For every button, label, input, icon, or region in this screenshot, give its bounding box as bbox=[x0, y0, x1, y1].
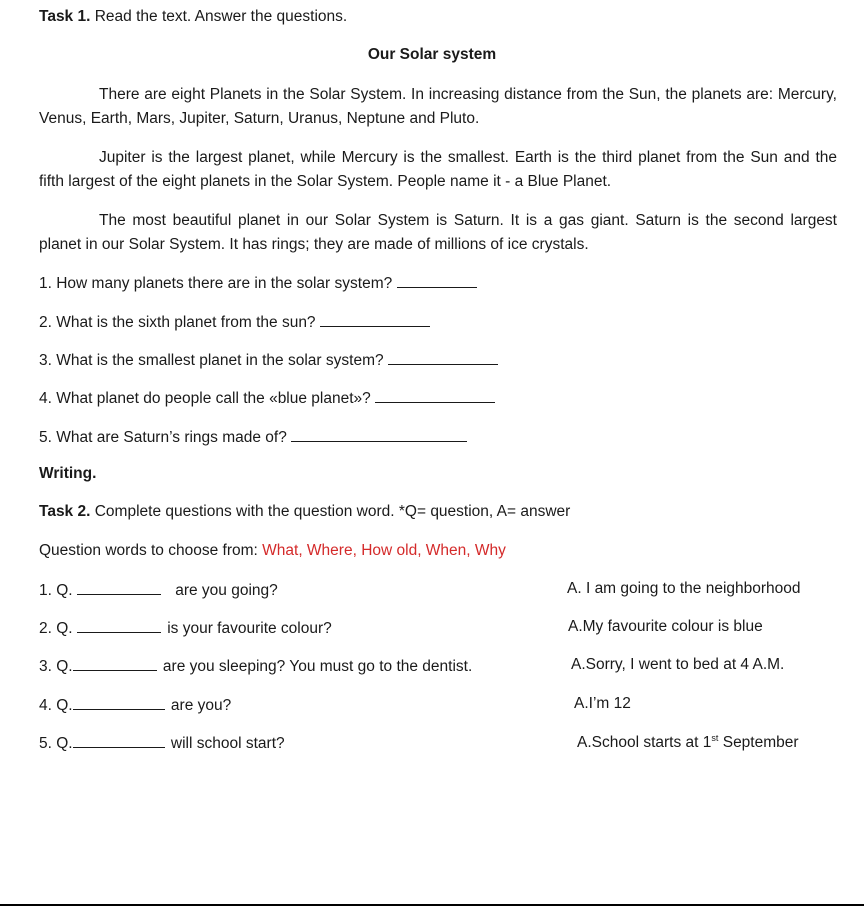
task2-q5-text: will school start? bbox=[166, 735, 285, 752]
question-5 bbox=[39, 427, 467, 447]
answer-blank-4[interactable] bbox=[375, 388, 495, 403]
task2-blank-5[interactable] bbox=[73, 733, 165, 748]
question-3 bbox=[39, 350, 498, 370]
task2-q4-text: are you? bbox=[166, 697, 232, 714]
task2-question-4 bbox=[39, 695, 231, 715]
paragraph-1: There are eight Planets in the Solar System. In increasing distance from the Sun, the planets are: Mercury, Venus, Earth, Mars, Jupiter, Saturn, Uranus, Neptune and Pluto. bbox=[39, 86, 837, 127]
task2-q3-text: are you sleeping? You must go to the dentist. bbox=[158, 658, 473, 675]
task2-question-3 bbox=[39, 656, 472, 676]
task1-instruction: Read the text. Answer the questions. bbox=[90, 8, 348, 25]
task2-q5-number: 5. Q. bbox=[39, 735, 73, 752]
task2-a5-prefix: A.School starts at 1 bbox=[577, 734, 712, 752]
task2-a5-sup: st bbox=[711, 733, 719, 743]
question-4 bbox=[39, 388, 495, 408]
task1-label: Task 1. bbox=[39, 8, 91, 25]
task2-blank-4[interactable] bbox=[73, 695, 165, 710]
task2-answer-2: A.My favourite colour is blue bbox=[568, 618, 763, 635]
task2-q3-number: 3. Q. bbox=[39, 658, 73, 675]
answer-blank-2[interactable] bbox=[320, 312, 430, 327]
task2-answer-4: A.I’m 12 bbox=[574, 695, 631, 712]
question-4-text: 4. What planet do people call the «blue planet»? bbox=[39, 390, 376, 407]
paragraph-3: The most beautiful planet in our Solar System is Saturn. It is a gas giant. Saturn is the second largest planet in our Solar System. It has rings; they are made of millions of ice crystals. bbox=[39, 212, 837, 253]
text-title: Our Solar system bbox=[367, 46, 497, 63]
task2-blank-2[interactable] bbox=[77, 618, 161, 633]
answer-blank-3[interactable] bbox=[388, 350, 498, 365]
question-3-text: 3. What is the smallest planet in the solar system? bbox=[39, 352, 388, 369]
question-words-list: What, Where, How old, When, Why bbox=[262, 542, 506, 559]
task2-answer-1: A. I am going to the neighborhood bbox=[567, 580, 801, 597]
task2-label: Task 2. bbox=[39, 503, 91, 520]
question-1-text: 1. How many planets there are in the solar system? bbox=[39, 275, 397, 292]
question-2-text: 2. What is the sixth planet from the sun? bbox=[39, 314, 320, 331]
task2-q1-number: 1. Q. bbox=[39, 582, 77, 599]
task2-question-1 bbox=[39, 580, 278, 600]
task2-blank-3[interactable] bbox=[73, 656, 157, 671]
task2-question-2 bbox=[39, 618, 332, 638]
task2-q2-text: is your favourite colour? bbox=[162, 620, 332, 637]
task2-header bbox=[39, 503, 570, 521]
answer-blank-1[interactable] bbox=[397, 273, 477, 288]
task2-blank-1[interactable] bbox=[77, 580, 161, 595]
question-5-text: 5. What are Saturn’s rings made of? bbox=[39, 429, 292, 446]
task2-answer-3: A.Sorry, I went to bed at 4 A.M. bbox=[571, 656, 785, 673]
question-2 bbox=[39, 312, 430, 332]
task2-q1-text: are you going? bbox=[170, 582, 278, 599]
question-1 bbox=[39, 273, 477, 293]
task2-question-5 bbox=[39, 733, 285, 753]
task2-q2-number: 2. Q. bbox=[39, 620, 77, 637]
paragraph-2: Jupiter is the largest planet, while Mercury is the smallest. Earth is the third planet from the Sun and the fifth largest of the eight planets in the Solar System. People name it - a Blue Planet. bbox=[39, 149, 837, 190]
writing-heading: Writing. bbox=[39, 465, 97, 482]
task2-q4-number: 4. Q. bbox=[39, 697, 73, 714]
answer-blank-5[interactable] bbox=[291, 427, 467, 442]
bottom-border bbox=[0, 904, 864, 906]
task2-instruction: Complete questions with the question word. *Q= question, A= answer bbox=[90, 503, 571, 520]
question-words-prefix: Question words to choose from: bbox=[39, 542, 263, 559]
task2-a5-suffix: September bbox=[718, 734, 799, 752]
task1-header bbox=[39, 8, 347, 26]
task2-answer-5 bbox=[577, 733, 799, 752]
question-words-line bbox=[39, 542, 506, 560]
